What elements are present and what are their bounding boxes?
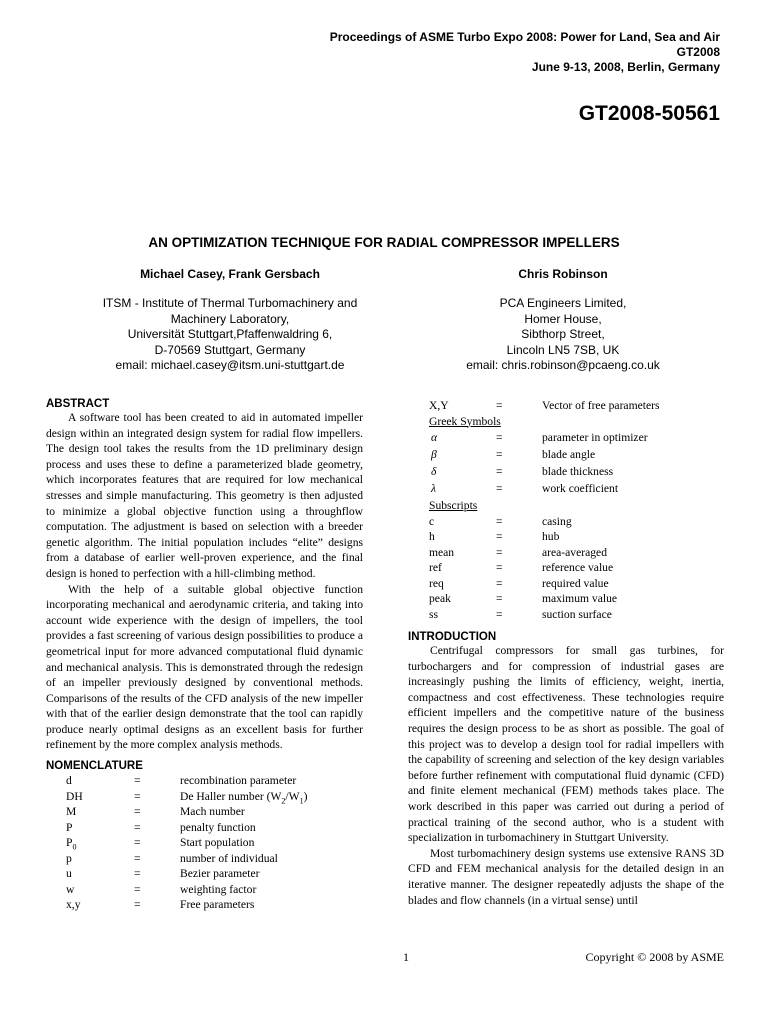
nomenclature-row — [46, 897, 363, 913]
nomenclature-row — [408, 464, 724, 481]
symbol: δ — [431, 464, 437, 478]
symbol: x,y — [66, 898, 81, 911]
affiliation-line: Machinery Laboratory, — [170, 311, 290, 326]
equals: = — [134, 774, 141, 787]
symbol: mean — [429, 545, 455, 559]
definition: hub — [542, 530, 560, 543]
definition: area-averaged — [542, 545, 607, 559]
definition: parameter in optimizer — [542, 430, 648, 444]
affiliation-line: Homer House, — [524, 311, 602, 326]
equals: = — [496, 576, 503, 590]
symbol: ref — [429, 561, 442, 574]
symbol: c — [429, 514, 435, 528]
nomenclature-row — [408, 545, 724, 561]
copyright-notice: Copyright © 2008 by ASME — [585, 950, 724, 964]
symbol: h — [429, 530, 435, 543]
nomenclature-row — [46, 882, 363, 898]
nomenclature-row — [408, 560, 724, 576]
nomenclature-continued — [408, 398, 724, 622]
symbol: d — [66, 774, 72, 787]
nomenclature-section — [46, 760, 363, 913]
definition: blade thickness — [542, 464, 614, 478]
symbol: ss — [429, 607, 439, 621]
introduction-body — [408, 643, 724, 908]
symbol: w — [66, 882, 75, 896]
conference-code: GT2008 — [676, 45, 720, 59]
affiliation-line: PCA Engineers Limited, — [499, 296, 627, 310]
affiliation-line: Sibthorp Street, — [521, 327, 605, 341]
equals: = — [496, 447, 503, 461]
equals: = — [134, 836, 141, 849]
nomenclature-row — [408, 591, 724, 607]
definition: penalty function — [180, 820, 256, 834]
proceedings-header — [330, 30, 720, 75]
definition: De Haller number $(W_2/W_1)$ — [180, 789, 308, 805]
nomenclature-row — [46, 851, 363, 867]
subscripts-heading: Subscripts — [429, 498, 478, 512]
equals: = — [496, 545, 503, 559]
definition: required value — [542, 576, 609, 590]
nomenclature-row — [46, 804, 363, 820]
affiliation-left — [46, 296, 414, 374]
conference-dates: June 9-13, 2008, Berlin, Germany — [531, 60, 720, 74]
equals: = — [496, 592, 503, 605]
symbol: DH — [66, 789, 83, 803]
definition: weighting factor — [180, 882, 257, 896]
authors-right: Chris Robinson — [518, 267, 608, 281]
email-link[interactable]: email: chris.robinson@pcaeng.co.uk — [466, 358, 660, 372]
equals: = — [134, 898, 141, 911]
equals: = — [496, 530, 503, 543]
definition: Mach number — [180, 805, 245, 818]
abstract-heading: ABSTRACT — [46, 398, 110, 410]
greek-symbols-heading: Greek Symbols — [429, 414, 501, 428]
nomenclature-row — [46, 773, 363, 789]
nomenclature-row — [408, 481, 724, 498]
definition: Start population — [180, 836, 255, 849]
symbol: M — [66, 805, 77, 818]
nomenclature-row — [408, 576, 724, 592]
nomenclature-row — [408, 529, 724, 545]
nomenclature-row — [408, 447, 724, 464]
symbol: α — [431, 430, 438, 444]
nomenclature-row — [408, 514, 724, 530]
introduction-heading: INTRODUCTION — [408, 631, 497, 643]
proceedings-line: Proceedings of ASME Turbo Expo 2008: Power for Land, Sea and Air — [329, 30, 720, 44]
definition: reference value — [542, 561, 614, 574]
symbol: X,Y — [429, 399, 449, 412]
abstract-paragraph: A software tool has been created to aid in automated impeller design within an integrated design system for radial flow impellers. The design tool takes the results from the 1D preliminary design process and uses these to define a parameterized blade geometry, which incorporates features that are required for low mechanical stresses and simple manufacturing. This geometry is then adjusted to minimize a global objective function using a throughflow computation. The adjustment is based on selection with a breeder genetic algorithm. The initial population includes “elite” designs from a database of earlier well-proven experience, and the final design is honed to perfection with a hill-climbing method. — [46, 411, 363, 580]
symbol: $P_0$ — [66, 836, 77, 852]
authors-left: Michael Casey, Frank Gersbach — [140, 267, 320, 281]
introduction-section — [408, 631, 724, 908]
equals: = — [496, 514, 503, 528]
nomenclature-heading: NOMENCLATURE — [46, 760, 143, 772]
nomenclature-row — [46, 866, 363, 882]
affiliation-right — [422, 296, 704, 374]
equals: = — [134, 851, 141, 865]
paper-id: GT2008-50561 — [578, 102, 720, 125]
equals: = — [496, 561, 503, 574]
nomenclature-row — [46, 835, 363, 851]
nomenclature-row — [408, 607, 724, 623]
equals: = — [496, 399, 503, 412]
symbol: p — [66, 851, 72, 865]
affiliation-line: Universität Stuttgart,Pfaffenwaldring 6, — [127, 327, 333, 341]
email-link[interactable]: email: michael.casey@itsm.uni-stuttgart.de — [115, 358, 345, 372]
equals: = — [496, 607, 503, 621]
definition: Bezier parameter — [180, 867, 260, 880]
symbol: λ — [431, 481, 437, 495]
equals: = — [496, 430, 503, 444]
definition: maximum value — [542, 592, 618, 605]
definition: Free parameters — [180, 898, 255, 911]
nomenclature-row — [408, 398, 724, 414]
nomenclature-list — [46, 773, 363, 913]
nomenclature-row — [408, 430, 724, 447]
paper-title: AN OPTIMIZATION TECHNIQUE FOR RADIAL COMPRESSOR IMPELLERS — [148, 235, 620, 250]
definition: recombination parameter — [180, 774, 297, 787]
equals: = — [496, 481, 503, 495]
equals: = — [134, 820, 141, 834]
page-number: 1 — [403, 950, 409, 964]
symbol: peak — [429, 592, 451, 605]
equals: = — [496, 464, 503, 478]
definition: suction surface — [542, 607, 612, 621]
abstract-body — [46, 410, 363, 753]
affiliation-line: ITSM - Institute of Thermal Turbomachinery and — [102, 296, 358, 310]
symbol: u — [66, 867, 72, 880]
abstract-section — [46, 398, 363, 753]
affiliation-line: D-70569 Stuttgart, Germany — [154, 342, 306, 357]
definition: number of individual — [180, 851, 278, 865]
affiliation-line: Lincoln LN5 7SB, UK — [506, 342, 620, 357]
abstract-paragraph: With the help of a suitable global objective function incorporating mechanical and aerodynamic criteria, and taking into account wide experience with the design of impellers, the tool provides a fast screening of various design possibilities to produce a geometrical input for more advanced computational fluid dynamic and mechanical analysis. This is demonstrated through the redesign of an impeller previously designed by conventional methods. Comparisons of the results of the CFD analysis of the new impeller with that of the earlier design demonstrate that the tool can rapidly produce nearly optimal designs as an excellent basis for further refinement by the more complex analysis methods. — [46, 582, 363, 752]
symbol: P — [66, 820, 73, 834]
introduction-paragraph: Centrifugal compressors for small gas turbines, for turbochargers and for compression of industrial gases are increasingly pushing the limits of efficiency, weight, inertia, compactness and cost effectiveness. These technologies require efficient impellers and the competitive nature of the business requires the design process to be as short as possible. The goal of this project was to develop a design tool for radial impellers with the capability of screening and selection of the key design variables before further refinement with computational fluid dynamic (CFD) and finite element mechanical (FEM) methods takes place. The work described in this paper was carried out during a period of practical training of the second author, who is a student with specialization in turbomachinery in Stuttgart University. — [408, 644, 724, 845]
equals: = — [134, 805, 141, 818]
introduction-paragraph: Most turbomachinery design systems use extensive RANS 3D CFD and FEM mechanical analysis for the detailed design in an iterative manner. The designer repeatedly adjusts the shape of the blades and flow channels (in a virtual sense) until — [408, 846, 724, 907]
nomenclature-row — [46, 789, 363, 805]
equals: = — [134, 789, 141, 803]
symbol: req — [429, 576, 444, 590]
equals: = — [134, 867, 141, 880]
symbol: β — [431, 447, 437, 461]
definition: blade angle — [542, 447, 596, 461]
definition: Vector of free parameters — [542, 399, 660, 412]
equals: = — [134, 882, 141, 896]
definition: casing — [542, 514, 572, 528]
definition: work coefficient — [542, 481, 619, 495]
nomenclature-row — [46, 820, 363, 836]
